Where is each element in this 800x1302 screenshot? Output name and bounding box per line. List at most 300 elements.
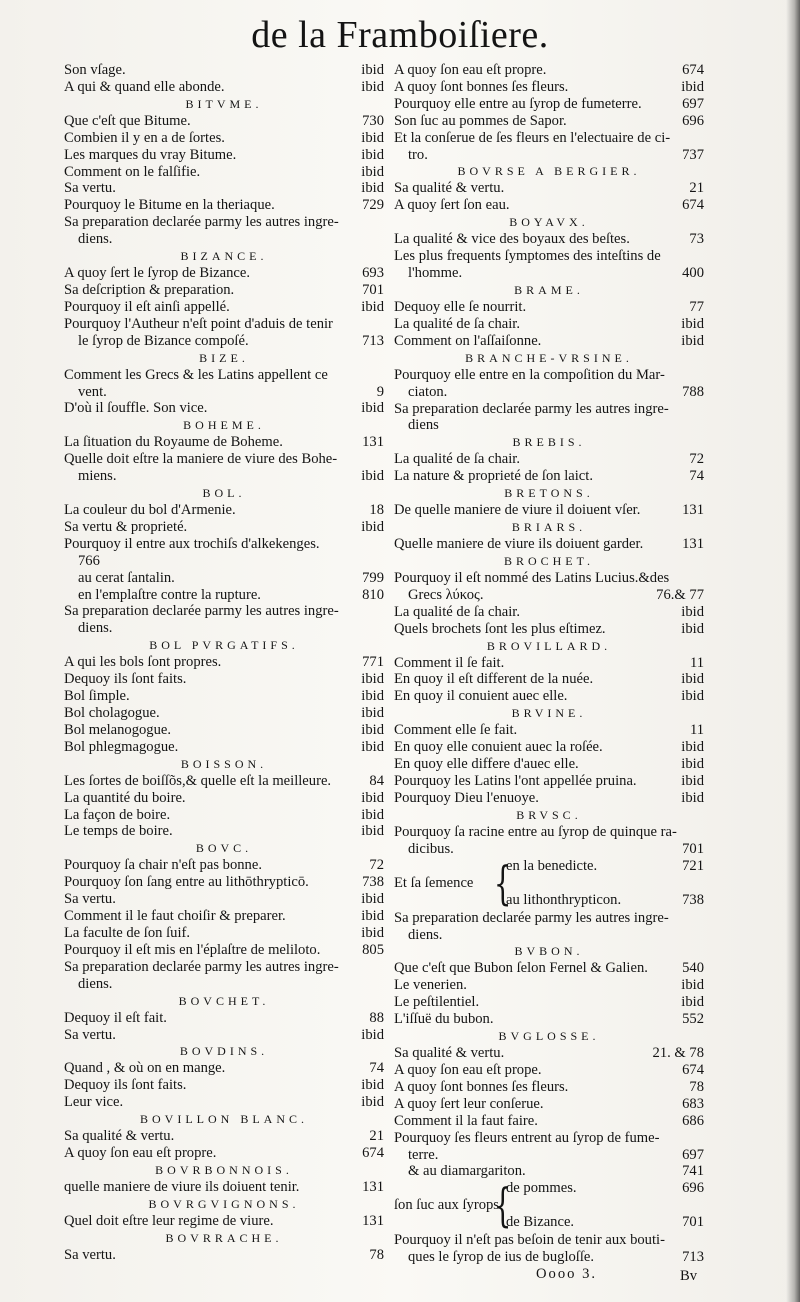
index-heading: BOISSON. [180,756,268,771]
page-reference: 738 [362,874,384,891]
index-entry [64,891,384,908]
page-reference: 552 [682,1011,704,1028]
entry-text: En quoy il conuient auec elle. [394,688,568,705]
index-entry [64,130,384,147]
entry-text: Sa preparation declarée parmy les autres ingre- [394,909,669,926]
entry-text: La qualité de ſa chair. [394,603,521,620]
page-reference: ibid [681,977,704,994]
running-head: de la Framboiſiere. [251,14,549,56]
page-reference: 683 [682,1095,704,1112]
entry-text: A qui les bols ſont propres. [64,654,222,671]
page-reference: ibid [361,1094,384,1111]
page-reference: 78 [689,1078,704,1095]
entry-text: Sa preparation declarée parmy les autres ingre- [394,400,669,417]
page-reference: ibid [681,315,704,332]
index-heading: BOHEME. [183,418,265,433]
index-entry [64,705,384,722]
index-entry-continuation [64,976,384,993]
index-entry [394,994,704,1011]
page-reference: 84 [369,772,384,789]
entry-text: Quel doit eſtre leur regime de viure. [64,1212,274,1229]
index-entry [394,1096,704,1113]
entry-text: Pourquoy elle entre au ſyrop de fumeterre. [394,95,642,112]
page-reference: 771 [362,654,384,671]
index-entry [394,621,704,638]
page-reference: 737 [682,146,704,163]
page-reference: ibid [361,298,384,315]
index-heading: BRAME. [514,282,584,297]
page-reference: ibid [361,146,384,163]
page-reference: ibid [361,78,384,95]
entry-text: La qualité de ſa chair. [394,451,521,468]
entry-text: La nature & proprieté de ſon laict. [394,468,593,485]
entry-text: Comment il la faut faire. [394,1112,538,1129]
page-reference: 701 [682,840,704,857]
entry-text: Dequoy ils ſont faits. [64,1077,187,1094]
index-entry [64,180,384,197]
index-entry [64,1027,384,1044]
index-entry-continuation [394,587,704,604]
bracket-line-1: de pommes. [506,1180,577,1197]
index-heading: BRIARS. [511,520,587,535]
entry-text: Sa vertu. [64,1246,116,1263]
entry-text: Quelle doit eſtre la maniere de viure des Bohe- [64,451,338,468]
entry-text: La couleur du bol d'Armenie. [64,502,236,519]
catchword: Bv [680,1268,698,1284]
entry-text: Pourquoy il eſt ainſi appellé. [64,298,230,315]
index-heading: BOL. [202,486,246,501]
page-reference: 713 [362,332,384,349]
index-heading: BOVDINS. [179,1044,269,1059]
index-entry [394,1232,704,1249]
page-reference: ibid [361,738,384,755]
page-reference: ibid [681,773,704,789]
index-entry [64,147,384,164]
entry-text: Pourquoy l'Autheur n'eſt point d'aduis de tenir [64,315,333,332]
index-entry-continuation [64,553,384,570]
entry-text: Que c'eſt que Bubon ſelon Fernel & Galien. [394,960,648,977]
entry-text: En quoy elle differe d'auec elle. [394,756,579,773]
index-entry [394,62,704,79]
bracket-lead-text: ſon ſuc aux ſyrops [394,1197,499,1214]
entry-text: La qualité de ſa chair. [394,315,521,332]
bracket-page-2: 701 [682,1214,704,1231]
entry-text: A qui & quand elle abonde. [64,78,225,95]
page-reference: 810 [362,586,384,603]
page-reference: 674 [682,1061,704,1078]
page-reference: 9 [376,383,384,400]
page-reference: 696 [682,112,704,129]
entry-text: Comment il ſe fait. [394,654,505,671]
entry-text: Pourquoy elle entre en la compoſition du Mar- [394,366,665,383]
index-entry [394,1079,704,1096]
index-entry [64,790,384,807]
index-entry [394,688,704,705]
entry-text: l'homme. [408,265,463,282]
entry-text: La faculte de ſon ſuif. [64,924,191,941]
page-reference: ibid [361,789,384,806]
index-entry [394,180,704,197]
page-reference: 697 [682,1146,704,1163]
page-reference: 788 [682,383,704,400]
index-entry [64,265,384,282]
bracket-line-1: en la benedicte. [506,857,598,874]
entry-text: A quoy ſert leur conſerue. [394,1095,544,1112]
page-reference: ibid [681,620,704,637]
index-entry [64,113,384,130]
index-entry-continuation [394,1147,704,1164]
index-heading: BRETONS. [504,486,594,501]
entry-text: diens. [78,231,113,248]
index-entry [64,1247,384,1264]
entry-text: Comment elle ſe fait. [394,722,518,739]
entry-text: Comment on l'aſſaiſonne. [394,332,542,349]
entry-text: Dequoy ils ſont faits. [64,671,187,688]
index-entry [394,773,704,790]
page-reference: ibid [361,518,384,535]
entry-text: Pourquoy il entre aux trochiſs d'alkekenges. [64,535,320,552]
entry-text: Leur vice. [64,1094,124,1111]
entry-text: La quantité du boire. [64,789,186,806]
bracket-page-1: 696 [682,1180,704,1197]
bracket-line-2: au lithonthrypticon. [506,891,622,908]
entry-text: La ſituation du Royaume de Boheme. [64,434,283,451]
page-reference: 131 [362,1178,384,1195]
page-reference: 674 [682,197,704,214]
entry-text: Le venerien. [394,977,467,994]
index-entry [64,1060,384,1077]
entry-text: Comment il le faut choiſir & preparer. [64,908,286,925]
entry-text: A quoy ſert le ſyrop de Bizance. [64,265,251,282]
entry-text: A quoy ſon eau eſt propre. [64,1145,217,1162]
page-reference: ibid [681,603,704,620]
index-entry [64,654,384,671]
entry-text: A quoy ſont bonnes ſes fleurs. [394,1078,569,1095]
entry-text: Bol ſimple. [64,688,130,705]
index-entry [394,910,704,927]
index-entry [64,1145,384,1162]
page-reference: 76.& 77 [656,586,704,603]
index-entry [64,942,384,959]
entry-text: Sa qualité & vertu. [64,1128,175,1145]
index-heading: BROVILLARD. [486,638,612,653]
entry-text: diens. [78,620,113,637]
index-entry-continuation [394,1249,704,1266]
index-entry [64,451,384,468]
page-reference: ibid [361,688,384,705]
entry-text: Pourquoy ſa racine entre au ſyrop de quinque ra- [394,823,677,840]
page-reference: ibid [361,806,384,823]
index-entry [64,367,384,384]
entry-text: au cerat ſantalin. [78,569,175,586]
index-entry [394,451,704,468]
index-entry [64,1010,384,1027]
page-reference: ibid [361,721,384,738]
entry-text: Pourquoy il n'eſt pas beſoin de tenir aux bouti- [394,1232,665,1249]
page-reference: 693 [362,265,384,282]
page-reference: 131 [682,502,704,519]
entry-text: Pourquoy ſon ſang entre au lithōthrypticō. [64,874,309,891]
index-entry [64,773,384,790]
index-entry [64,688,384,705]
index-entry [64,282,384,299]
index-entry [64,400,384,417]
index-entry [394,96,704,113]
page-reference: 697 [682,95,704,112]
index-heading: BITVME. [185,96,263,111]
entry-text: Son ſuc au pommes de Sapor. [394,112,567,129]
index-entry [64,857,384,874]
entry-text: & au diamargariton. [408,1163,526,1180]
entry-text: La façon de boire. [64,806,171,823]
entry-text: Le peſtilentiel. [394,994,480,1011]
index-entry [394,248,704,265]
index-heading: BIZE. [199,350,249,365]
page-reference: 713 [682,1249,704,1266]
bracketed-entry [394,1180,704,1232]
entry-text: Pourquoy ſa chair n'eſt pas bonne. [64,857,262,874]
index-entry [64,1094,384,1111]
index-heading: BOVILLON BLANC. [140,1112,308,1127]
page-reference: ibid [361,1026,384,1043]
page-reference: ibid [361,1077,384,1094]
index-entry [64,823,384,840]
page-reference: 78 [369,1246,384,1263]
page-reference: ibid [681,332,704,349]
page-reference: ibid [361,129,384,146]
page-reference: 131 [682,536,704,553]
entry-text: Sa vertu. [64,1026,116,1043]
index-entry [64,1077,384,1094]
entry-text: Pourquoy ſes fleurs entrent au ſyrop de fume- [394,1129,660,1146]
signature-mark: Oooo 3. [536,1266,598,1282]
entry-text: quelle maniere de viure ils doiuent tenir. [64,1178,300,1195]
page-reference: 18 [369,502,384,519]
entry-text: Les marques du vray Bitume. [64,146,237,163]
entry-text: Quels brochets ſont les plus eſtimez. [394,620,606,637]
index-entry [64,959,384,976]
entry-text: La qualité & vice des boyaux des beſtes. [394,231,630,248]
entry-text: vent. [78,383,107,400]
entry-text: Sa qualité & vertu. [394,1045,505,1062]
index-entry [64,807,384,824]
page-reference: ibid [361,924,384,941]
page-reference: 131 [362,1212,384,1229]
index-heading: BOVRSE A BERGIER. [457,164,641,179]
page-reference: 729 [362,197,384,214]
entry-text: En quoy elle conuient auec la roſée. [394,739,603,756]
page-reference: ibid [361,62,384,78]
page-reference: 799 [362,569,384,586]
entry-text: Sa vertu. [64,180,116,197]
entry-text: tro. [408,146,428,163]
page-reference: 730 [362,112,384,129]
page-reference: ibid [361,400,384,417]
page-reference: ibid [681,994,704,1011]
page-reference: 21. & 78 [652,1045,704,1062]
entry-text: Pourquoy Dieu l'enuoye. [394,789,539,806]
entry-text: Que c'eſt que Bitume. [64,112,191,129]
page-reference: ibid [681,671,704,688]
index-entry [394,197,704,214]
index-column-left [64,62,384,1264]
page-reference: 11 [689,722,704,739]
entry-text: miens. [78,468,117,485]
entry-text: diens. [408,926,443,943]
index-heading: BOVRBONNOIS. [155,1162,293,1177]
entry-text: Pourquoy les Latins l'ont appellée pruina. [394,773,637,789]
entry-text: Grecs λύκος. [408,586,484,603]
index-entry [394,316,704,333]
page-reference: ibid [361,705,384,721]
index-heading: BOVCHET. [178,993,270,1008]
index-entry [394,130,704,147]
page-reference: ibid [361,823,384,840]
entry-text: D'où il ſouffle. Son vice. [64,400,208,417]
index-heading: BRVINE. [511,706,587,721]
entry-text: Sa vertu. [64,891,116,908]
page-reference: 21 [369,1128,384,1145]
entry-text: Quand , & où on en mange. [64,1060,226,1077]
page-gutter-shadow [786,0,800,1302]
bracket-line-2: de Bizance. [506,1214,575,1231]
index-entry [394,655,704,672]
index-entry [64,1179,384,1196]
index-entry [394,333,704,350]
index-entry [394,1045,704,1062]
index-entry [394,739,704,756]
index-entry [394,570,704,587]
index-entry [394,1011,704,1028]
index-entry-continuation [394,147,704,164]
entry-text: Bol phlegmagogue. [64,738,179,755]
index-entry-continuation [64,587,384,604]
entry-text: Les ſortes de boiſſõs,& quelle eſt la meilleure. [64,772,332,789]
index-entry [64,1128,384,1145]
entry-text: A quoy ſert ſon eau. [394,197,510,214]
index-heading: BROCHET. [503,553,595,568]
entry-text: Sa vertu & proprieté. [64,518,188,535]
index-column-right [394,62,704,1266]
entry-text: Comment les Grecs & les Latins appellent ce [64,366,328,383]
page-reference: 674 [682,62,704,78]
index-heading: BIZANCE. [180,249,268,264]
index-entry [64,164,384,181]
entry-text: Dequoy il eſt fait. [64,1009,167,1026]
index-entry [394,468,704,485]
entry-text: De quelle maniere de viure il doiuent vſer. [394,502,641,519]
index-entry [64,214,384,231]
index-entry [394,367,704,384]
page-reference: 74 [689,468,704,485]
index-entry [394,671,704,688]
index-heading: BRVSC. [516,807,582,822]
page-reference: ibid [361,891,384,908]
index-entry [64,502,384,519]
index-entry-continuation [64,620,384,637]
index-heading: BOVRRACHE. [165,1230,283,1245]
page-reference: ibid [681,756,704,773]
page-reference: 72 [369,857,384,874]
page-reference: ibid [681,789,704,806]
index-heading: BVGLOSSE. [498,1029,600,1044]
page-reference: ibid [361,671,384,688]
index-entry [394,824,704,841]
index-heading: BOVC. [195,841,253,856]
entry-text: diens. [78,975,113,992]
page-reference: ibid [681,688,704,705]
page-reference: 741 [682,1163,704,1180]
index-heading: BOYAVX. [509,215,589,230]
index-entry [394,790,704,807]
index-entry [394,1130,704,1147]
index-entry-continuation [64,468,384,485]
page-reference: ibid [681,78,704,95]
curly-brace-icon: { [493,855,512,910]
entry-text: dicibus. [408,840,454,857]
index-entry [64,536,384,553]
bracketed-entry [394,855,704,910]
index-entry [64,519,384,536]
entry-text: Bol melanogogue. [64,721,172,738]
index-entry [394,604,704,621]
index-entry [64,908,384,925]
bracket-page-2: 738 [682,891,704,908]
index-entry [394,299,704,316]
index-entry [394,1113,704,1130]
page-reference: 11 [689,654,704,671]
entry-text: Pourquoy il eſt mis en l'éplaſtre de meliloto. [64,941,321,958]
entry-text: A quoy ſon eau eſt prope. [394,1061,542,1078]
entry-text: Pourquoy le Bitume en la theriaque. [64,197,275,214]
entry-text: le ſyrop de Bizance compoſé. [78,332,249,349]
index-entry [64,925,384,942]
index-entry [394,231,704,248]
bracket-lead-text: Et ſa ſemence [394,874,474,891]
entry-text: Sa preparation declarée parmy les autres ingre- [64,958,339,975]
page-reference: ibid [361,468,384,485]
index-entry [394,502,704,519]
index-entry-continuation [64,333,384,350]
page-reference: 805 [362,941,384,958]
index-entry [64,316,384,333]
entry-text: L'iſſuë du bubon. [394,1011,494,1028]
entry-text: Le temps de boire. [64,823,173,840]
page-reference: 131 [362,434,384,451]
index-entry-continuation [394,265,704,282]
index-entry [64,739,384,756]
entry-text: Pourquoy il eſt nommé des Latins Lucius.&des [394,569,670,586]
entry-text: terre. [408,1146,439,1163]
entry-text: diens [408,417,439,434]
entry-text: ciaton. [408,383,448,400]
entry-text: ques le ſyrop de ius de bugloſſe. [408,1249,595,1266]
index-heading: BOVRGVIGNONS. [148,1196,300,1211]
page-reference: ibid [681,739,704,756]
entry-text: Quelle maniere de viure ils doiuent garder. [394,536,644,553]
index-entry-continuation [64,570,384,587]
page-reference: 400 [682,265,704,282]
index-entry [64,79,384,96]
entry-text: A quoy ſon eau eſt propre. [394,62,547,78]
page-reference: 21 [689,180,704,197]
index-entry-continuation [394,927,704,944]
entry-text: En quoy il eſt different de la nuée. [394,671,594,688]
index-heading: BREBIS. [512,435,586,450]
entry-text: Dequoy elle ſe nourrit. [394,298,527,315]
entry-text: Comment on le falſifie. [64,163,201,180]
index-entry [64,722,384,739]
